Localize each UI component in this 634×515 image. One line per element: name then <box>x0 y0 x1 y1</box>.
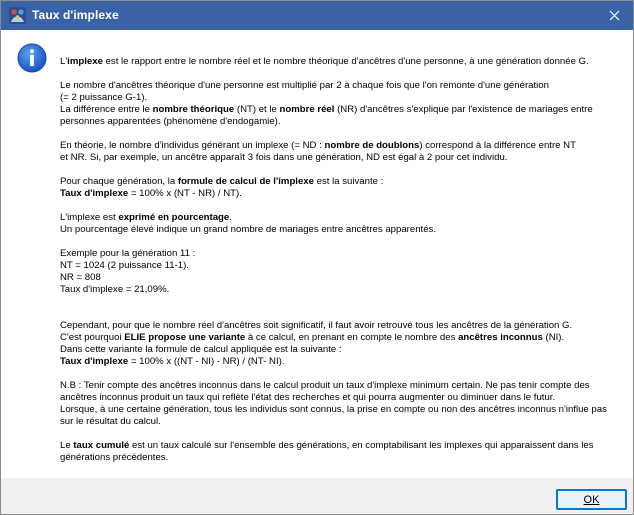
paragraph-definition <box>60 56 625 68</box>
formula-text: = 100% x ((NT - NI) - NR) / (NT- NI). <box>128 356 285 367</box>
bold-term: nombre réel <box>279 104 335 115</box>
text-line: sur le résultat du calcul. <box>60 416 161 427</box>
paragraph-cumulative <box>60 440 625 464</box>
bold-term: nombre théorique <box>152 104 235 115</box>
text-line: et NR. Si, par exemple, un ancêtre apparaît 3 fois dans une génération, ND est égal à 2 pour cet individu. <box>60 152 508 163</box>
explanation-text <box>60 56 625 476</box>
text-line: Lorsque, à une certaine génération, tous les individus sont connus, la prise en compte ou non des ancêtres inconnus n'influe pas <box>60 404 607 415</box>
bold-term: ancêtres inconnus <box>458 332 543 343</box>
bold-term: formule de calcul de l'implexe <box>177 176 314 187</box>
text-line: personnes apparentées (phénomène d'endogamie). <box>60 116 281 127</box>
text-span: . <box>229 212 232 223</box>
window-title: Taux d'implexe <box>32 8 119 22</box>
formula-text: = 100% x (NT - NR) / NT). <box>128 188 242 199</box>
text-span: est un taux calculé sur l'ensemble des générations, en comptabilisant les implexes qui apparaissent dans les <box>129 440 594 451</box>
paragraph-example <box>60 248 625 296</box>
paragraph-note <box>60 380 625 428</box>
paragraph-percentage <box>60 212 625 236</box>
close-button[interactable] <box>601 4 627 27</box>
text-span: La différence entre le <box>60 104 153 115</box>
text-line: Cependant, pour que le nombre réel d'ancêtres soit significatif, il faut avoir retrouvé tous les ancêtres de la génération G. <box>60 320 573 331</box>
text-line: NR = 808 <box>60 272 101 283</box>
paragraph-theory <box>60 80 625 128</box>
title-bar[interactable] <box>1 1 633 30</box>
text-line: NT = 1024 (2 puissance 11-1). <box>60 260 189 271</box>
text-line: (= 2 puissance G-1). <box>60 92 148 103</box>
paragraph-doublons <box>60 140 625 164</box>
close-icon <box>609 10 620 21</box>
text-line: Exemple pour la génération 11 : <box>60 248 196 259</box>
text-span: à ce calcul, en prenant en compte le nombre des <box>245 332 459 343</box>
text-line: Taux d'implexe = 21,09%. <box>60 284 170 295</box>
text-span: C'est pourquoi <box>60 332 125 343</box>
dialog-content <box>1 30 633 478</box>
bold-term: Taux d'implexe <box>60 188 129 199</box>
text-span: L'implexe est <box>60 212 119 223</box>
text-span: est la suivante : <box>313 176 384 187</box>
dialog-footer <box>1 478 633 514</box>
bold-term: Taux d'implexe <box>60 356 129 367</box>
text-span: ) correspond à la différence entre NT <box>419 140 576 151</box>
bold-term: ELIE propose une variante <box>124 332 246 343</box>
text-span: est le rapport entre le nombre réel et le nombre théorique d'ancêtres d'une personne, à une génération donnée G. <box>102 56 589 67</box>
text-span: En théorie, le nombre d'individus générant un implexe (= ND : <box>60 140 325 151</box>
family-tree-icon <box>9 7 26 24</box>
text-line: Le nombre d'ancêtres théorique d'une personne est multiplié par 2 à chaque fois que l'on remonte d'une génération <box>60 80 549 91</box>
text-line: N.B : Tenir compte des ancêtres inconnus dans le calcul produit un taux d'implexe minimum certain. Ne pas tenir compte des <box>60 380 590 391</box>
text-span: (NR) d'ancêtres s'explique par l'existence de mariages entre <box>334 104 593 115</box>
text-line: Un pourcentage élevé indique un grand nombre de mariages entre ancêtres apparentés. <box>60 224 437 235</box>
text-span: (NI). <box>542 332 565 343</box>
text-span: (NT) et le <box>234 104 280 115</box>
bold-term: nombre de doublons <box>324 140 420 151</box>
text-line: Dans cette variante la formule de calcul appliquée est la suivante : <box>60 344 342 355</box>
text-line: générations précédentes. <box>60 452 169 463</box>
paragraph-variant <box>60 320 625 368</box>
ok-button-label: OK <box>583 493 600 506</box>
text-line: ancêtres inconnus produit un taux qui reflète l'état des recherches et qui pourra augmenter ou diminuer dans le futur. <box>60 392 556 403</box>
ok-button[interactable] <box>556 489 627 510</box>
bold-term: exprimé en pourcentage <box>118 212 230 223</box>
text-span: Le <box>60 440 74 451</box>
bold-term: taux cumulé <box>73 440 130 451</box>
info-icon <box>17 43 47 73</box>
bold-term: implexe <box>67 56 103 67</box>
text-span: L' <box>60 56 68 67</box>
paragraph-formula <box>60 176 625 200</box>
text-span: Pour chaque génération, la <box>60 176 178 187</box>
